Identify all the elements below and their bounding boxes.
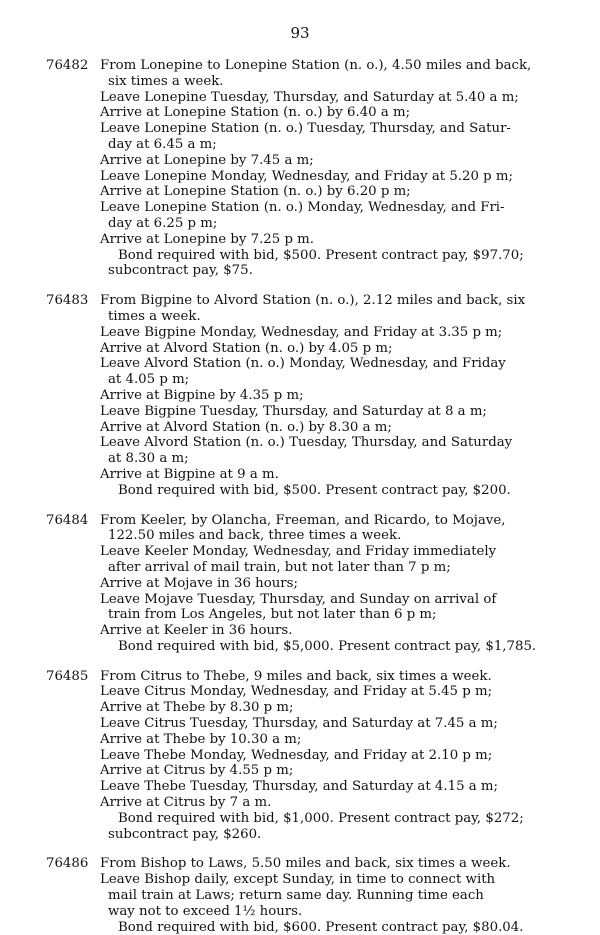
route-body [100,293,554,498]
route-line: Arrive at Lonepine Station (n. o.) by 6.20 p m; [100,184,411,200]
route-line: Leave Keeler Monday, Wednesday, and Friday immediately [100,544,497,560]
route-line: Leave Thebe Tuesday, Thursday, and Saturday at 4.15 a m; [100,779,499,795]
route-line: subcontract pay, $75. [108,263,253,279]
route-line: way not to exceed 1½ hours. [108,903,303,919]
route-body [100,58,554,279]
route-line: Arrive at Bigpine at 9 a m. [100,466,279,482]
route-line: Bond required with bid, $600. Present contract pay, $80.04. [118,919,524,935]
route-line: 122.50 miles and back, three times a week. [108,528,402,544]
route-line: train from Los Angeles, but not later than 6 p m; [108,607,437,623]
route-line: subcontract pay, $260. [108,826,262,842]
route-entry [46,669,554,843]
route-line: Arrive at Thebe by 10.30 a m; [100,731,302,747]
route-entry [46,856,554,935]
route-body [100,669,554,843]
route-body [100,856,554,935]
route-line: Leave Bishop daily, except Sunday, in time to connect with [100,872,496,888]
route-number: 76485 [46,668,89,684]
page-number: 93 [290,24,310,42]
route-entry [46,58,554,279]
route-line: day at 6.45 a m; [108,136,217,152]
route-line: Bond required with bid, $1,000. Present contract pay, $272; [118,810,524,826]
route-line: Arrive at Bigpine by 4.35 p m; [100,387,304,403]
route-body [100,513,554,655]
route-line: day at 6.25 p m; [108,215,218,231]
route-line: From Bigpine to Alvord Station (n. o.), 2.12 miles and back, six [100,293,526,309]
route-line: Leave Citrus Tuesday, Thursday, and Saturday at 7.45 a m; [100,716,498,732]
route-line: Arrive at Lonepine by 7.45 a m; [100,152,314,168]
route-line: Arrive at Thebe by 8.30 p m; [100,700,294,716]
route-entry [46,513,554,655]
route-line: times a week. [108,308,201,324]
route-line: after arrival of mail train, but not later than 7 p m; [108,559,451,575]
route-line: Leave Bigpine Monday, Wednesday, and Friday at 3.35 p m; [100,324,503,340]
route-line: Leave Lonepine Monday, Wednesday, and Friday at 5.20 p m; [100,168,514,184]
route-line: Arrive at Alvord Station (n. o.) by 4.05 p m; [100,340,393,356]
route-line: Leave Lonepine Station (n. o.) Monday, Wednesday, and Fri- [100,200,505,216]
route-line: Leave Thebe Monday, Wednesday, and Friday at 2.10 p m; [100,747,493,763]
route-line: Leave Alvord Station (n. o.) Tuesday, Thursday, and Saturday [100,435,513,451]
route-line: Bond required with bid, $5,000. Present contract pay, $1,785. [118,638,537,654]
route-line: Leave Mojave Tuesday, Thursday, and Sunday on arrival of [100,591,497,607]
route-line: at 4.05 p m; [108,372,190,388]
route-line: Leave Lonepine Station (n. o.) Tuesday, Thursday, and Satur- [100,121,511,137]
route-number: 76483 [46,293,89,309]
route-line: Arrive at Mojave in 36 hours; [100,575,298,591]
route-line: From Lonepine to Lonepine Station (n. o.), 4.50 miles and back, [100,58,532,73]
route-line: Leave Lonepine Tuesday, Thursday, and Saturday at 5.40 a m; [100,89,519,105]
route-line: mail train at Laws; return same day. Running time each [108,888,484,904]
route-line: Bond required with bid, $500. Present contract pay, $97.70; [118,247,524,263]
route-line: Bond required with bid, $500. Present contract pay, $200. [118,482,511,498]
route-line: From Bishop to Laws, 5.50 miles and back, six times a week. [100,856,511,872]
route-line: Arrive at Lonepine Station (n. o.) by 6.40 a m; [100,105,411,121]
route-line: From Keeler, by Olancha, Freeman, and Ricardo, to Mojave, [100,512,506,528]
route-line: Arrive at Lonepine by 7.25 p m. [100,231,315,247]
route-line: Arrive at Citrus by 4.55 p m; [100,763,294,779]
route-line: six times a week. [108,73,224,89]
route-number: 76486 [46,856,89,872]
route-line: Leave Bigpine Tuesday, Thursday, and Saturday at 8 a m; [100,403,487,419]
route-line: at 8.30 a m; [108,451,189,467]
route-entry [46,293,554,498]
route-line: Arrive at Alvord Station (n. o.) by 8.30 a m; [100,419,392,435]
route-line: Leave Citrus Monday, Wednesday, and Friday at 5.45 p m; [100,684,493,700]
route-line: Arrive at Keeler in 36 hours. [100,623,293,639]
route-line: From Citrus to Thebe, 9 miles and back, six times a week. [100,668,492,684]
route-line: Leave Alvord Station (n. o.) Monday, Wednesday, and Friday [100,356,506,372]
route-number: 76484 [46,512,89,528]
route-line: Arrive at Citrus by 7 a m. [100,795,272,811]
route-number: 76482 [46,58,89,73]
